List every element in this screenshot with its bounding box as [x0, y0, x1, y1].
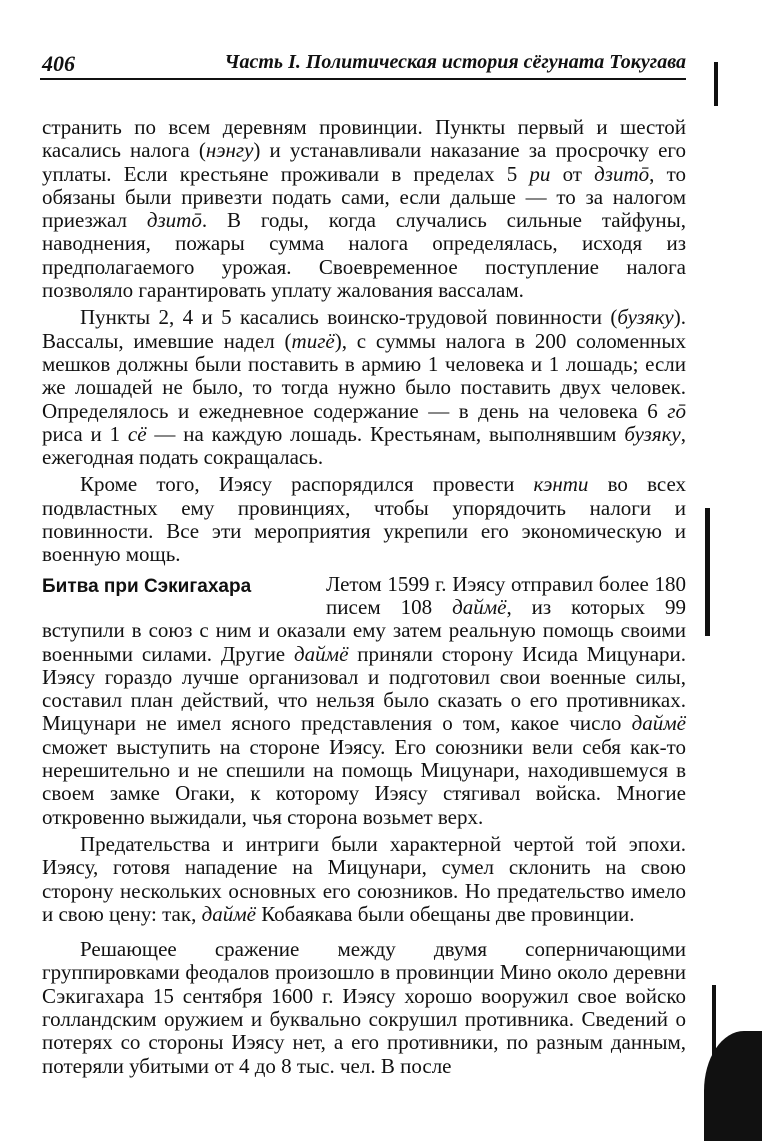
- paragraph-4: [42, 573, 686, 829]
- text-run: странить по всем деревням провинции. Пункты первый и шестой касались налога (: [42, 115, 686, 163]
- body-text: [42, 116, 686, 1078]
- page-number: 406: [42, 51, 75, 76]
- paragraph-5: [42, 833, 686, 926]
- paragraph-6: [42, 938, 686, 1078]
- text-run: приняли сторону Исида Мицунари. Иэясу гораздо лучше организовал и подготовил свои военные силы, составил план действий, что нельзя было сказать о его противниках. Мицунари не имел ясного представления о том, какое число: [42, 641, 686, 736]
- text-run: Кобаякава были обещаны две провинции.: [255, 901, 635, 926]
- page-header: [40, 48, 686, 80]
- margin-scan-mark: [714, 62, 718, 106]
- italic-term: гō: [667, 398, 686, 423]
- italic-term: даймё: [294, 641, 349, 666]
- text-run: во всех подвластных ему провинциях, чтобы упорядочить налоги и повинности. Все эти мероприятия укрепили его экономическую и военную мощь.: [42, 472, 686, 567]
- margin-scan-mark: [705, 508, 710, 636]
- italic-term: бузяку: [617, 305, 674, 330]
- italic-term: тигё: [291, 328, 335, 353]
- text-run: ), с суммы налога в 200 соломенных мешков должны были поставить в армию 1 человека и 1 лошадь; если же лошадей не было, то тогда нужно было поставить двух человек. Определялось и ежедневное содержание — в день на человека 6: [42, 328, 686, 423]
- italic-term: кэнти: [533, 472, 589, 497]
- italic-term: даймё: [201, 901, 256, 926]
- italic-term: даймё: [631, 711, 686, 736]
- text-run: риса и 1: [42, 421, 128, 446]
- text-run: , из которых 99 вступили в союз с ним и оказали ему затем реальную помощь своими военными силами. Другие: [42, 594, 686, 666]
- text-run: ). Вассалы, имевшие надел (: [42, 305, 686, 353]
- italic-term: ри: [529, 161, 551, 186]
- paragraph-1: [42, 116, 686, 302]
- paragraph-3: [42, 473, 686, 566]
- text-run: Летом 1599 г. Иэясу отправил более 180 писем 108: [326, 571, 686, 619]
- paragraph-2: [42, 306, 686, 469]
- italic-term: сё: [127, 421, 147, 446]
- italic-term: даймё: [452, 594, 507, 619]
- text-run: Решающее сражение между двумя соперничающими группировками феодалов произошло в провинции Мино около деревни Сэкигахара 15 сентября 1600 г. Иэясу хорошо вооружил свое войско голландским оружием и буквально сокрушил противника. Сведений о потерях со стороны Иэясу нет, а его противники, по разным данным, потеряли убитыми от 4 до 8 тыс. чел. В после: [42, 937, 686, 1078]
- section-side-heading: Битва при Сэкигахара: [42, 575, 252, 597]
- italic-term: бузяку: [624, 421, 681, 446]
- text-run: , то обязаны были привезти подать сами, если дальше — то за налогом приезжал: [42, 161, 686, 233]
- text-run: , ежегодная подать сокращалась.: [42, 421, 686, 470]
- text-run: — на каждую лошадь. Крестьянам, выполнявшим: [146, 421, 625, 446]
- italic-term: дзитō: [594, 161, 650, 186]
- text-run: ) и устанавливали наказание за просрочку его уплаты. Если крестьяне проживали в пределах 5: [42, 138, 686, 186]
- text-run: Предательства и интриги были характерной чертой той эпохи. Иэясу, готовя нападение на Мицунари, сумел склонить на свою сторону нескольких основных его союзников. Но предательство имело и свою цену: так,: [42, 831, 686, 926]
- italic-term: дзитō: [146, 208, 202, 233]
- text-run: . В годы, когда случались сильные тайфуны, наводнения, пожары сумма налога определялась, исходя из предполагаемого урожая. Своевременное поступление налога позволяло гарантировать уплату жалования вассалам.: [42, 208, 687, 303]
- italic-term: нэнгу: [205, 138, 254, 163]
- text-run: от: [550, 161, 595, 186]
- text-run: Кроме того, Иэясу распорядился провести: [80, 472, 534, 497]
- section-battle: [42, 573, 686, 829]
- text-run: сможет выступить на стороне Иэясу. Его союзники вели себя как-то нерешительно и не спешили на помощь Мицунари, находившемуся в своем замке Огаки, к которому Иэясу стягивал войска. Многие откровенно выжидали, чья сторона возьмет верх.: [42, 734, 686, 829]
- running-title: Часть I. Политическая история сёгуната Токугава: [224, 51, 686, 73]
- text-run: Пункты 2, 4 и 5 касались воинско-трудовой повинности (: [80, 305, 618, 330]
